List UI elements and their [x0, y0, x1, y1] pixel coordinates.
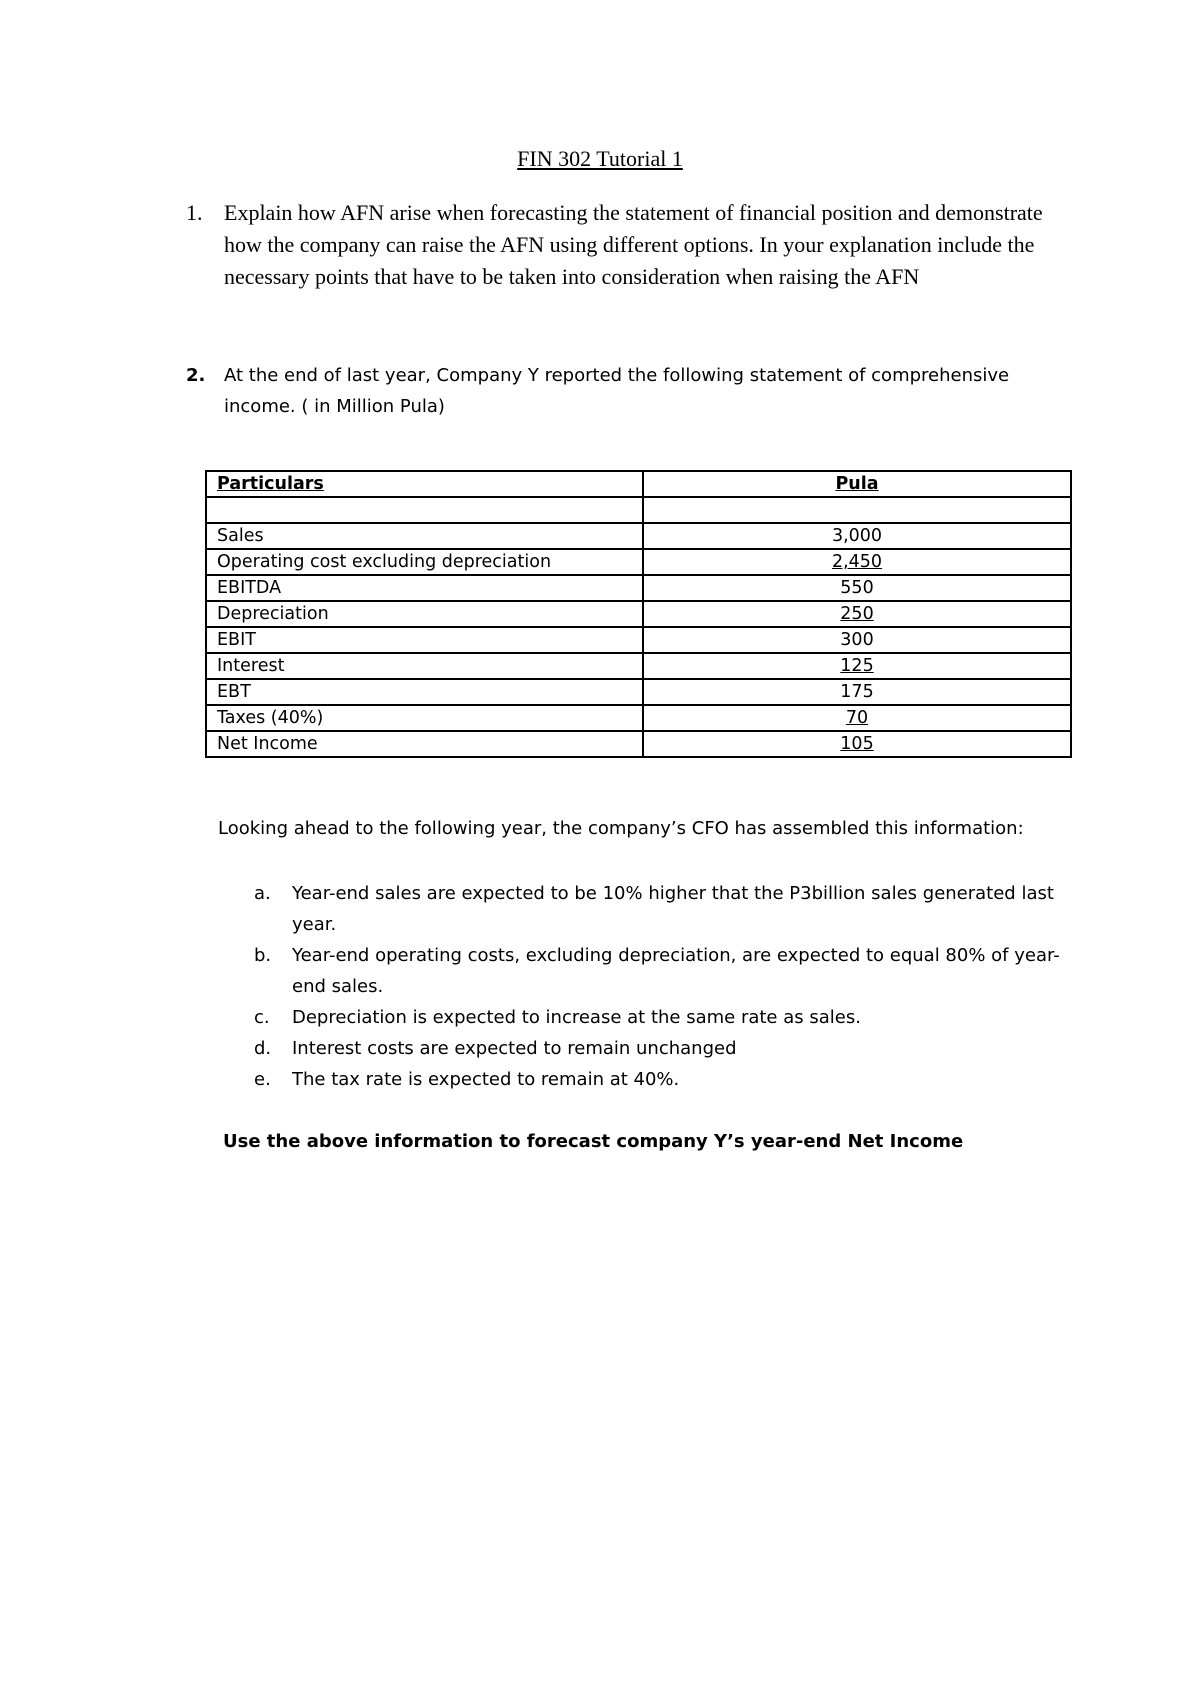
- list-item-letter: c.: [254, 1007, 270, 1028]
- question-1-number: 1.: [186, 200, 203, 225]
- row-label: Sales: [206, 523, 643, 549]
- table-row: [206, 679, 1071, 705]
- row-label: EBITDA: [206, 575, 643, 601]
- table-row: [206, 601, 1071, 627]
- row-label: Interest: [206, 653, 643, 679]
- question-1: [186, 197, 1046, 293]
- blank-cell: [206, 497, 643, 523]
- list-item-text: Year-end operating costs, excluding depreciation, are expected to equal 80% of year-end sales.: [292, 945, 1060, 997]
- table-row: [206, 575, 1071, 601]
- list-item-text: Depreciation is expected to increase at the same rate as sales.: [292, 1007, 861, 1028]
- list-item-text: Year-end sales are expected to be 10% higher that the P3billion sales generated last year.: [292, 883, 1054, 935]
- row-label: Net Income: [206, 731, 643, 757]
- table-row: [206, 549, 1071, 575]
- blank-cell: [643, 497, 1071, 523]
- row-value: 125: [643, 653, 1071, 679]
- table-row: [206, 705, 1071, 731]
- table-blank-row: [206, 497, 1071, 523]
- row-value: 3,000: [643, 523, 1071, 549]
- list-item-letter: d.: [254, 1038, 272, 1059]
- list-item-letter: a.: [254, 883, 271, 904]
- list-item-text: Interest costs are expected to remain unchanged: [292, 1038, 737, 1059]
- cfo-intro-text: Looking ahead to the following year, the company’s CFO has assembled this information:: [218, 818, 1024, 839]
- list-item: [254, 940, 1074, 1002]
- row-label: Taxes (40%): [206, 705, 643, 731]
- income-statement-table: [205, 470, 1072, 758]
- header-pula: Pula: [643, 471, 1071, 497]
- table-row: [206, 731, 1071, 757]
- list-item-letter: e.: [254, 1069, 271, 1090]
- question-2: [186, 360, 1046, 422]
- row-value: 105: [643, 731, 1071, 757]
- row-label: EBIT: [206, 627, 643, 653]
- table-row: [206, 523, 1071, 549]
- row-value: 300: [643, 627, 1071, 653]
- assumptions-list: [254, 878, 1074, 1095]
- list-item: [254, 1002, 1074, 1033]
- table-header-row: [206, 471, 1071, 497]
- row-label: EBT: [206, 679, 643, 705]
- question-2-text: At the end of last year, Company Y reported the following statement of comprehensive income. ( in Million Pula): [224, 365, 1010, 417]
- instruction-text: Use the above information to forecast company Y’s year-end Net Income: [223, 1131, 964, 1152]
- row-label: Depreciation: [206, 601, 643, 627]
- row-value: 2,450: [643, 549, 1071, 575]
- table-row: [206, 627, 1071, 653]
- list-item: [254, 878, 1074, 940]
- list-item-text: The tax rate is expected to remain at 40%.: [292, 1069, 680, 1090]
- list-item-letter: b.: [254, 945, 272, 966]
- question-1-text: Explain how AFN arise when forecasting the statement of financial position and demonstrate how the company can raise the AFN using different options. In your explanation include the necessary points that have to be taken into consideration when raising the AFN: [224, 200, 1043, 289]
- table-row: [206, 653, 1071, 679]
- page-title: FIN 302 Tutorial 1: [517, 146, 683, 171]
- row-value: 70: [643, 705, 1071, 731]
- row-value: 550: [643, 575, 1071, 601]
- list-item: [254, 1033, 1074, 1064]
- row-value: 175: [643, 679, 1071, 705]
- row-value: 250: [643, 601, 1071, 627]
- question-2-number: 2.: [186, 365, 206, 386]
- list-item: [254, 1064, 1074, 1095]
- row-label: Operating cost excluding depreciation: [206, 549, 643, 575]
- header-particulars: Particulars: [206, 471, 643, 497]
